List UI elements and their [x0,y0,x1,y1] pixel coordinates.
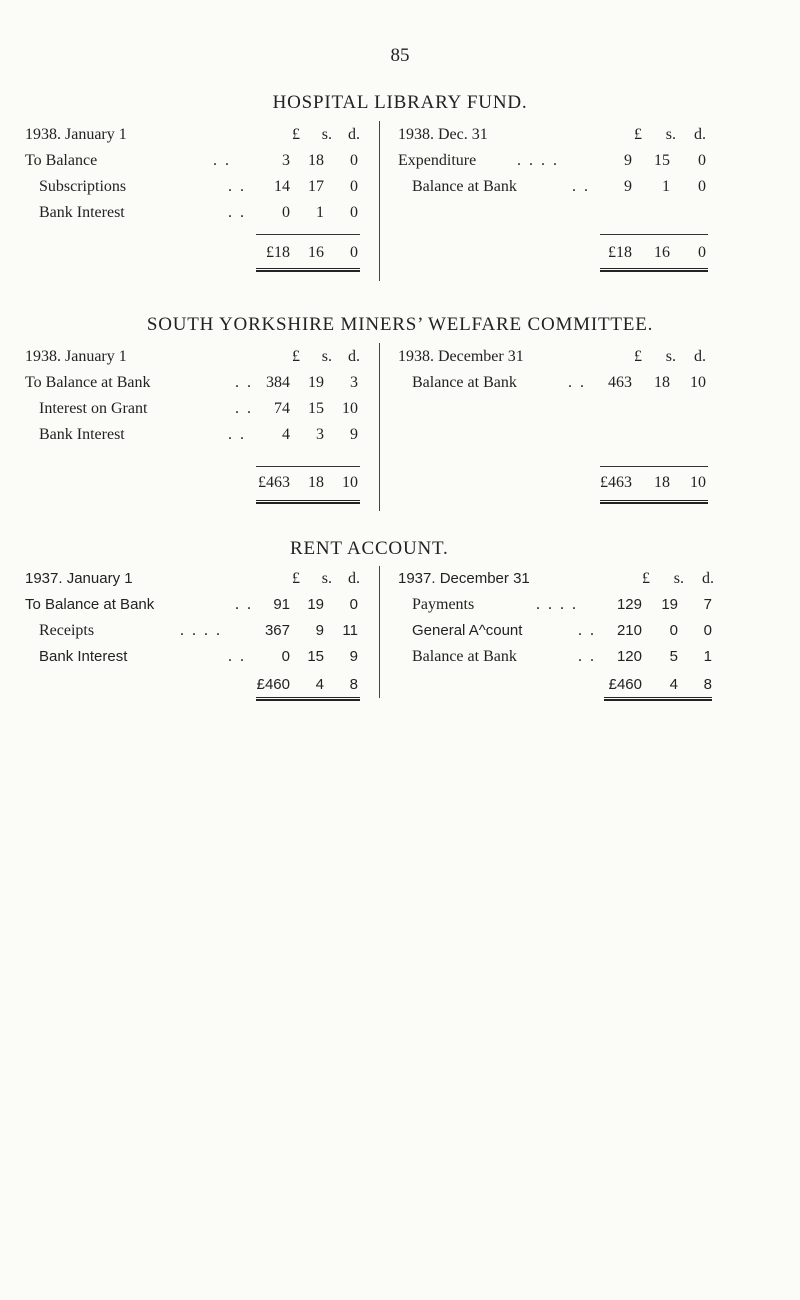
pounds-header: £ [642,570,650,587]
shillings-value: 19 [308,374,324,391]
ledger-row-label: To Balance at Bank [25,374,151,391]
shillings-value: 9 [315,622,324,639]
total-pence: 8 [349,676,358,693]
payments-date: 1938. December 31 [398,348,524,365]
pence-value: 0 [350,178,358,195]
pence-value: 10 [342,400,358,417]
leader-dots: . . [235,374,253,391]
leader-dots: . . [235,400,253,417]
leader-dots: . . [578,622,596,639]
total-shillings: 16 [308,244,324,261]
pounds-header: £ [292,126,300,143]
pounds-value: 367 [264,622,290,639]
shillings-value: 19 [307,596,324,613]
ledger-row-label: Balance at Bank [412,374,517,391]
leader-dots: . . [228,204,246,221]
receipts-date: 1938. January 1 [25,126,127,143]
payments-date: 1937. December 31 [398,570,530,587]
pounds-value: 0 [282,204,290,221]
total-pence: 10 [690,474,706,491]
shillings-header: s. [321,348,332,365]
ledger-row-label: Subscriptions [39,178,127,195]
pence-value: 0 [698,178,706,195]
pence-header: d. [348,570,360,587]
pence-value: 9 [350,426,358,443]
pence-value: 3 [350,374,358,391]
sum-rule [600,466,708,467]
pence-value: 0 [350,152,358,169]
leader-dots: . . [572,178,590,195]
total-double-rule [600,268,708,272]
total-pence: 0 [350,244,358,261]
sum-rule [600,234,708,235]
shillings-header: s. [321,126,332,143]
pence-value: 9 [349,648,358,665]
ledger-row-label: Receipts [39,622,95,639]
total-shillings: 18 [654,474,670,491]
page-number: 85 [390,45,410,66]
total-pence: 0 [698,244,706,261]
leader-dots: . . [578,648,596,665]
leader-dots: . . . . [536,596,578,613]
shillings-value: 1 [662,178,670,195]
total-shillings: 4 [669,676,678,693]
pence-value: 1 [703,648,712,665]
total-shillings: 16 [654,244,670,261]
pounds-value: 129 [616,596,642,613]
pence-value: 7 [703,596,712,613]
shillings-value: 18 [654,374,670,391]
pence-value: 11 [342,622,358,639]
pounds-header: £ [292,348,300,365]
shillings-value: 15 [654,152,670,169]
shillings-value: 15 [308,400,324,417]
ledger-row-label: Payments [412,596,475,613]
total-double-rule [256,500,360,504]
shillings-header: s. [665,348,676,365]
shillings-value: 0 [669,622,678,639]
shillings-value: 15 [307,648,324,665]
total-pounds: £18 [266,244,290,261]
rent-account-title: RENT ACCOUNT. [290,538,449,559]
pence-header: d. [702,570,714,587]
pence-value: 0 [349,596,358,613]
ledger-row-label: Balance at Bank [412,648,517,665]
sum-rule [256,466,360,467]
miners-welfare-title: SOUTH YORKSHIRE MINERS’ WELFARE COMMITTEE. [146,314,654,335]
pounds-header: £ [634,126,642,143]
total-pounds: £460 [608,676,642,693]
pounds-value: 463 [608,374,632,391]
pounds-value: 74 [274,400,290,417]
column-divider [379,566,380,698]
sum-rule [256,234,360,235]
total-double-rule [604,697,712,701]
leader-dots: . . [228,426,246,443]
shillings-value: 5 [669,648,678,665]
ledger-row-label: Expenditure [398,152,477,169]
leader-dots: . . [213,152,231,169]
ledger-row-label: Bank Interest [39,204,125,221]
pounds-header: £ [634,348,642,365]
pence-header: d. [694,348,706,365]
pence-value: 10 [690,374,706,391]
shillings-value: 19 [661,596,678,613]
pence-header: d. [348,126,360,143]
total-shillings: 18 [308,474,324,491]
total-pence: 8 [703,676,712,693]
ledger-row-label: Balance at Bank [412,178,517,195]
column-divider [379,121,380,281]
shillings-header: s. [321,570,332,587]
leader-dots: . . . . [180,622,222,639]
total-shillings: 4 [315,676,324,693]
pence-header: d. [694,126,706,143]
leader-dots: . . [568,374,586,391]
shillings-value: 1 [316,204,324,221]
shillings-value: 3 [316,426,324,443]
shillings-value: 18 [308,152,324,169]
total-double-rule [600,500,708,504]
pounds-value: 3 [282,152,290,169]
pounds-header: £ [292,570,300,587]
total-double-rule [256,697,360,701]
pounds-value: 91 [273,596,290,613]
leader-dots: . . [228,648,246,665]
payments-date: 1938. Dec. 31 [398,126,488,143]
ledger-row-label: Bank Interest [39,426,125,443]
total-pence: 10 [342,474,358,491]
pounds-value: 120 [616,648,642,665]
leader-dots: . . [228,178,246,195]
pounds-value: 0 [281,648,290,665]
receipts-date: 1938. January 1 [25,348,127,365]
column-divider [379,343,380,511]
shillings-value: 17 [308,178,324,195]
leader-dots: . . . . [517,152,559,169]
pounds-value: 14 [274,178,290,195]
total-pounds: £18 [608,244,632,261]
ledger-row-label: Interest on Grant [39,400,148,417]
pounds-value: 4 [282,426,290,443]
pounds-value: 384 [266,374,290,391]
total-pounds: £463 [600,474,632,491]
pounds-value: 210 [616,622,642,639]
total-pounds: £463 [258,474,290,491]
shillings-header: s. [673,570,684,587]
hospital-fund-title: HOSPITAL LIBRARY FUND. [272,92,528,113]
pence-header: d. [348,348,360,365]
ledger-row-label: Bank Interest [39,648,128,665]
ledger-row-label: To Balance at Bank [25,596,155,613]
pence-value: 0 [703,622,712,639]
total-pounds: £460 [256,676,290,693]
leader-dots: . . [235,596,253,613]
receipts-date: 1937. January 1 [25,570,133,587]
pounds-value: 9 [624,178,632,195]
total-double-rule [256,268,360,272]
ledger-row-label: To Balance [25,152,98,169]
shillings-header: s. [665,126,676,143]
ledger-row-label: General A^count [412,622,523,639]
pence-value: 0 [698,152,706,169]
pounds-value: 9 [624,152,632,169]
pence-value: 0 [350,204,358,221]
